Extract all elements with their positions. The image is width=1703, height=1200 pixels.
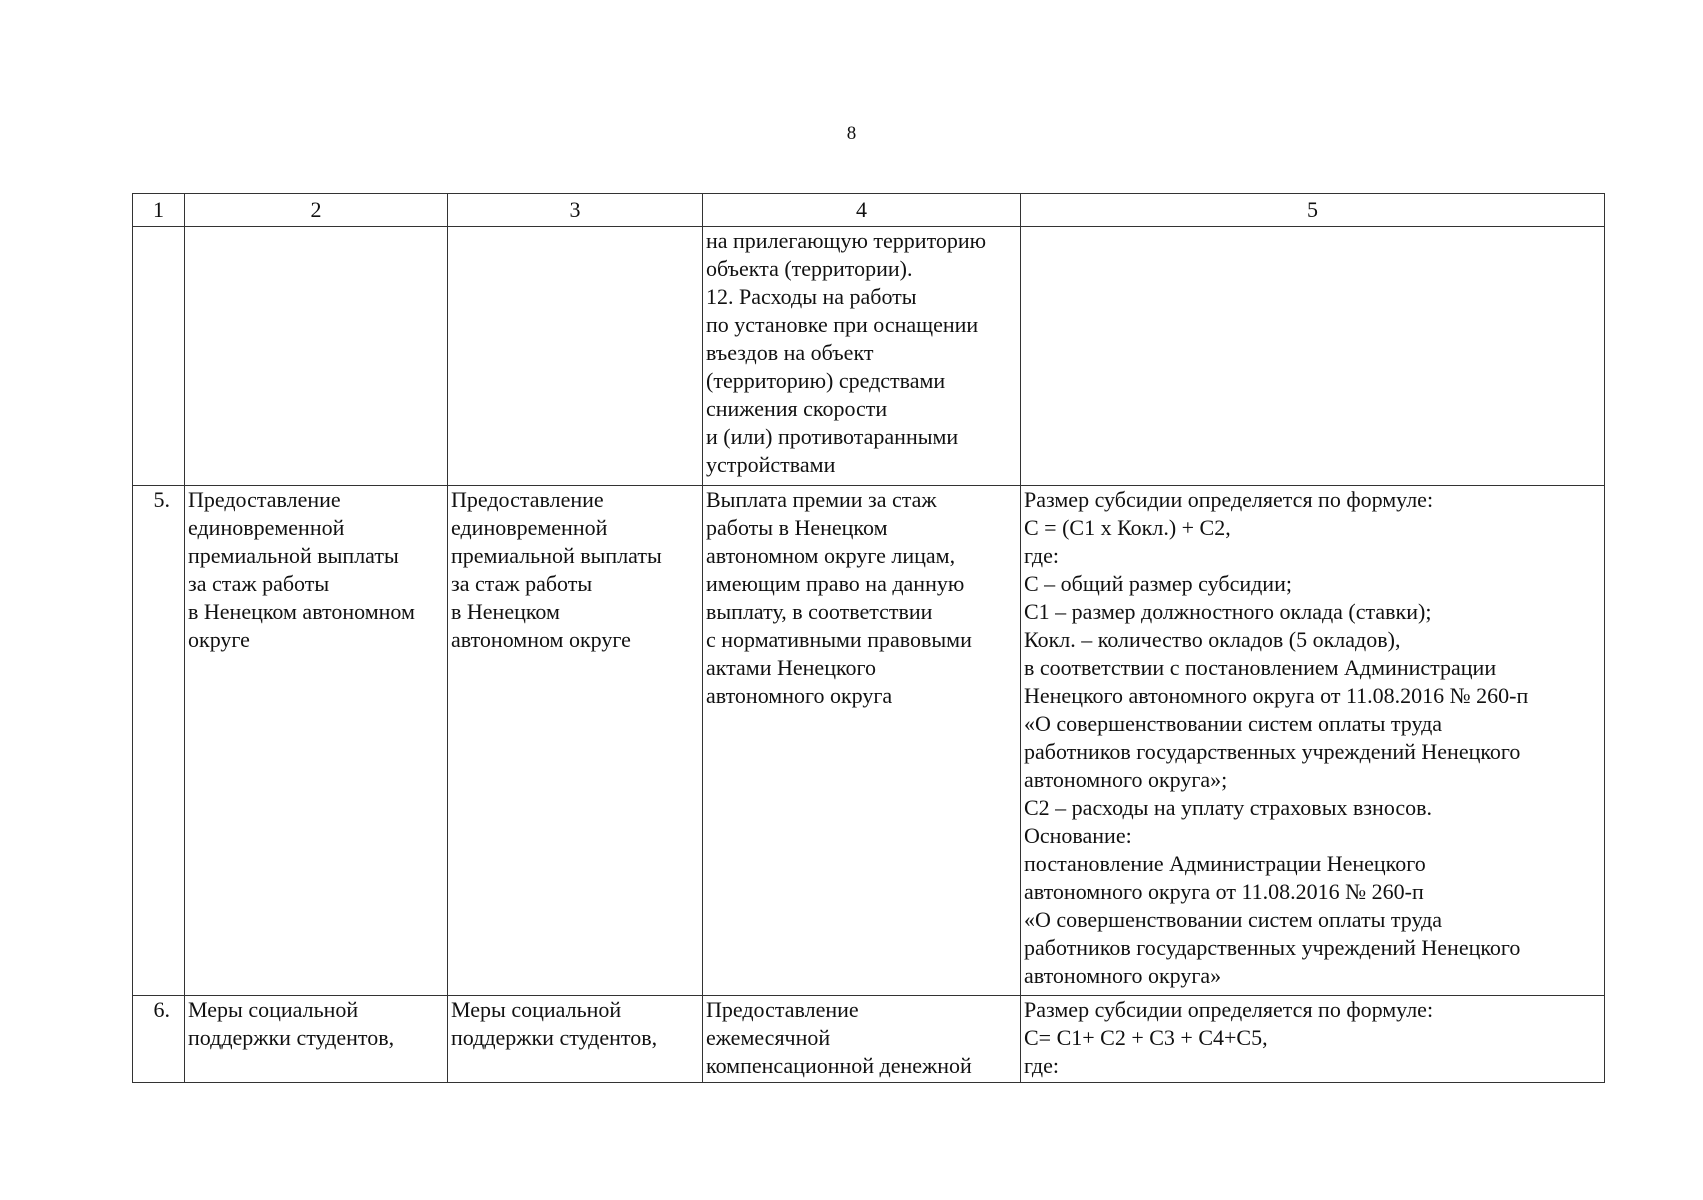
cell-text-line: на прилегающую территорию xyxy=(706,228,987,253)
cell-col2 xyxy=(185,486,448,996)
page-number: 8 xyxy=(846,123,857,144)
data-table xyxy=(132,193,1605,1083)
cell-text-line: Ненецкого автономного округа от 11.08.2016 № 260-п xyxy=(1024,683,1529,708)
cell-text-line: единовременной xyxy=(188,515,345,540)
cell-text-line: Размер субсидии определяется по формуле: xyxy=(1024,487,1434,512)
cell-text-line: (территорию) средствами xyxy=(706,368,946,393)
cell-text-line: «О совершенствовании систем оплаты труда xyxy=(1024,907,1443,932)
column-header-2: 2 xyxy=(185,194,448,227)
cell-text-line: поддержки студентов, xyxy=(451,1025,658,1050)
cell-text-line: в Ненецком автономном xyxy=(188,599,415,624)
cell-text-line: компенсационной денежной xyxy=(706,1053,972,1078)
cell-text-line: Меры социальной xyxy=(451,997,622,1022)
cell-text-line: выплату, в соответствии xyxy=(706,599,933,624)
cell-text-line: работников государственных учреждений Ненецкого xyxy=(1024,739,1521,764)
cell-text-line: С2 – расходы на уплату страховых взносов. xyxy=(1024,795,1433,820)
cell-text-line: актами Ненецкого xyxy=(706,655,877,680)
cell-text-line: Выплата премии за стаж xyxy=(706,487,937,512)
cell-col3 xyxy=(448,996,703,1083)
row-number: 5. xyxy=(133,486,185,996)
column-header-4: 4 xyxy=(703,194,1021,227)
table-row xyxy=(133,486,1605,996)
cell-text-line: единовременной xyxy=(451,515,608,540)
cell-text-line: где: xyxy=(1024,1053,1059,1078)
cell-text-line: «О совершенствовании систем оплаты труда xyxy=(1024,711,1443,736)
cell-text-line: работников государственных учреждений Ненецкого xyxy=(1024,935,1521,960)
cell-col4 xyxy=(703,996,1021,1083)
column-header-3: 3 xyxy=(448,194,703,227)
cell-text-line: автономного округа от 11.08.2016 № 260-п xyxy=(1024,879,1424,904)
cell-text-line: округе xyxy=(188,627,250,652)
cell-text-line: Кокл. – количество окладов (5 окладов), xyxy=(1024,627,1401,652)
cell-text-line: автономном округе лицам, xyxy=(706,543,956,568)
cell-text-line: автономного округа» xyxy=(1024,963,1222,988)
cell-text-line: за стаж работы xyxy=(188,571,330,596)
cell-text-line: Предоставление xyxy=(188,487,341,512)
cell-text-line: по установке при оснащении xyxy=(706,312,979,337)
cell-col2 xyxy=(185,996,448,1083)
cell-col3 xyxy=(448,486,703,996)
cell-text-line: автономном округе xyxy=(451,627,631,652)
cell-col4 xyxy=(703,227,1021,486)
cell-text-line: имеющим право на данную xyxy=(706,571,965,596)
cell-col2 xyxy=(185,227,448,486)
cell-text-line: с нормативными правовыми xyxy=(706,627,972,652)
cell-text-line: премиальной выплаты xyxy=(451,543,662,568)
cell-text-line: С – общий размер субсидии; xyxy=(1024,571,1292,596)
cell-col5 xyxy=(1021,996,1605,1083)
cell-text-line: Меры социальной xyxy=(188,997,359,1022)
cell-col4 xyxy=(703,486,1021,996)
cell-text-line: работы в Ненецком xyxy=(706,515,888,540)
row-number xyxy=(133,227,185,486)
cell-text-line: объекта (территории). xyxy=(706,256,913,281)
cell-text-line: постановление Администрации Ненецкого xyxy=(1024,851,1426,876)
cell-text-line: Предоставление xyxy=(451,487,604,512)
cell-text-line: за стаж работы xyxy=(451,571,593,596)
column-header-5: 5 xyxy=(1021,194,1605,227)
cell-text-line: поддержки студентов, xyxy=(188,1025,395,1050)
cell-text-line: снижения скорости xyxy=(706,396,888,421)
cell-text-line: въездов на объект xyxy=(706,340,874,365)
cell-text-line: автономного округа xyxy=(706,683,893,708)
cell-text-line: в Ненецком xyxy=(451,599,560,624)
cell-text-line: Основание: xyxy=(1024,823,1132,848)
cell-text-line: премиальной выплаты xyxy=(188,543,399,568)
cell-text-line: С = (С1 х Кокл.) + С2, xyxy=(1024,515,1231,540)
cell-text-line: С= С1+ С2 + С3 + С4+С5, xyxy=(1024,1025,1268,1050)
cell-text-line: устройствами xyxy=(706,452,836,477)
table-row xyxy=(133,996,1605,1083)
cell-col3 xyxy=(448,227,703,486)
cell-text-line: в соответствии с постановлением Администрации xyxy=(1024,655,1497,680)
cell-text-line: где: xyxy=(1024,543,1059,568)
row-number: 6. xyxy=(133,996,185,1083)
cell-text-line: ежемесячной xyxy=(706,1025,831,1050)
cell-text-line: автономного округа»; xyxy=(1024,767,1228,792)
table-row xyxy=(133,227,1605,486)
cell-text-line: Размер субсидии определяется по формуле: xyxy=(1024,997,1434,1022)
cell-text-line: 12. Расходы на работы xyxy=(706,284,917,309)
cell-col5 xyxy=(1021,227,1605,486)
column-header-1: 1 xyxy=(133,194,185,227)
cell-text-line: Предоставление xyxy=(706,997,859,1022)
cell-text-line: и (или) противотаранными xyxy=(706,424,959,449)
cell-col5 xyxy=(1021,486,1605,996)
table-header-row xyxy=(133,194,1605,227)
cell-text-line: С1 – размер должностного оклада (ставки); xyxy=(1024,599,1432,624)
